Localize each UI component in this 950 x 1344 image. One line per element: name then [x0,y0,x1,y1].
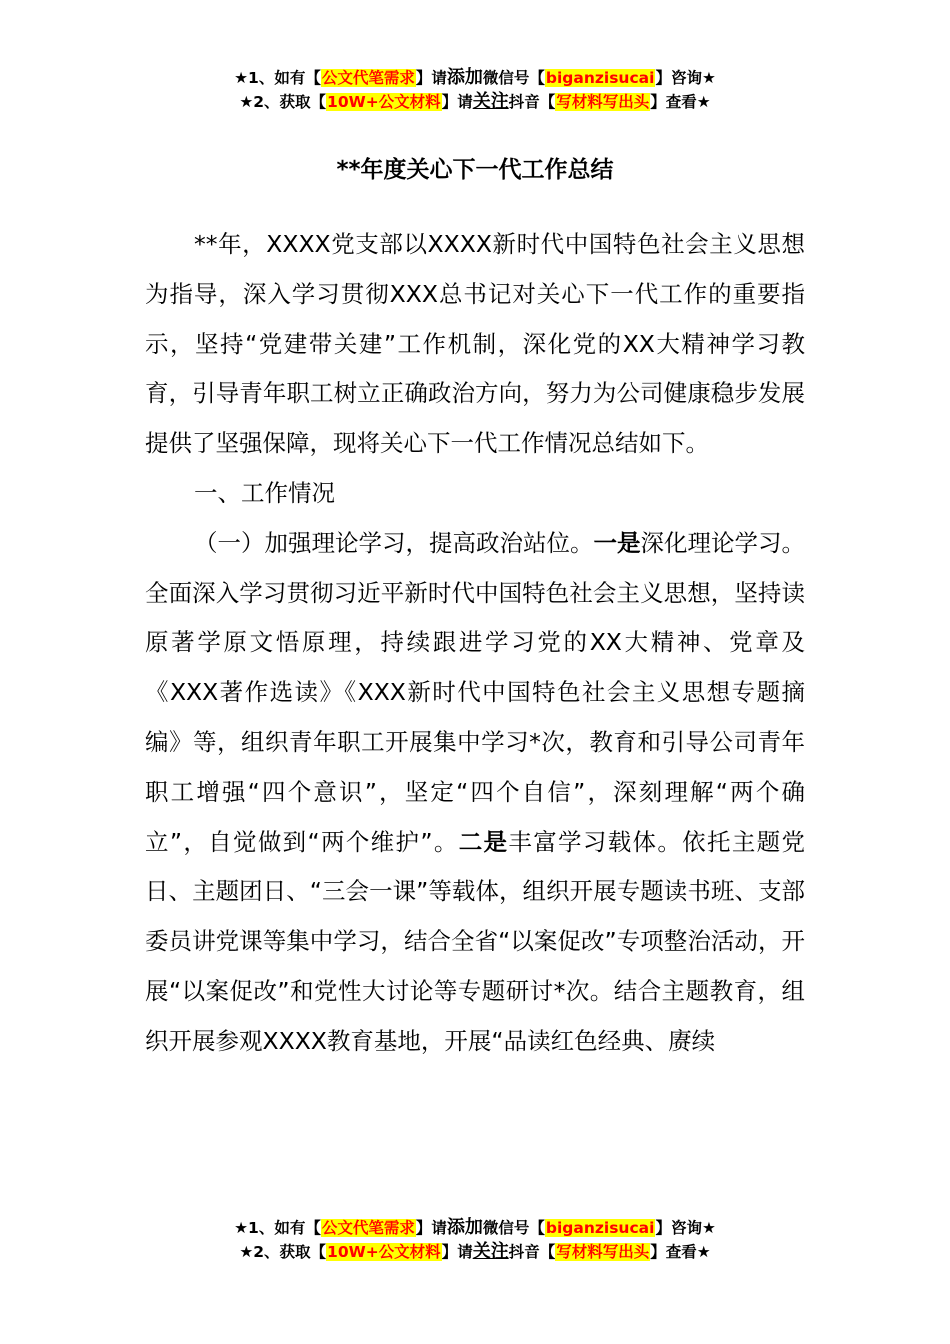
banner-line-2 [0,90,950,114]
banner-text: 】咨询★ [655,1219,716,1237]
intro-paragraph: **年，XXXX党支部以XXXX新时代中国特色社会主义思想为指导，深入学习贯彻XXX总书记对关心下一代工作的重要指示，坚持“党建带关建”工作机制，深化党的XX大精神学习教育，引导青年职工树立正确政治方向，努力为公司健康稳步发展提供了坚强保障，现将关心下一代工作情况总结如下。 [145,230,805,458]
banner-line-2 [0,1240,950,1264]
highlight-wechat-id: biganzisucai [545,69,655,87]
banner-text: 抖音【 [508,1243,556,1261]
banner-text: 】咨询★ [655,69,716,87]
banner-text: ★1、如有【 [234,69,321,87]
highlight-service: 公文代笔需求 [321,69,415,87]
banner-text: 微信号【 [482,69,545,87]
document-body [145,220,805,1067]
banner-text: 微信号【 [482,1219,545,1237]
banner-emphasis: 添加 [446,1217,483,1238]
highlight-wechat-id: biganzisucai [545,1219,655,1237]
highlight-service: 公文代笔需求 [321,1219,415,1237]
banner-line-1 [0,1216,950,1240]
point-label: 二是 [458,827,509,856]
highlight-materials: 10W+公文材料 [327,1243,441,1261]
section-heading: 一、工作情况 [194,478,335,507]
highlight-douyin-id: 写材料写出头 [556,1243,650,1261]
top-banner [0,66,950,114]
banner-emphasis: 关注 [472,1241,509,1262]
highlight-douyin-id: 写材料写出头 [556,93,650,111]
banner-text: ★2、获取【 [239,1243,327,1261]
banner-text: 】请 [415,1219,447,1237]
banner-emphasis: 添加 [446,67,483,88]
subsection-paragraph [145,519,805,1067]
banner-text: ★1、如有【 [234,1219,321,1237]
banner-line-1 [0,66,950,90]
bottom-banner [0,1216,950,1264]
banner-text: 】查看★ [650,93,711,111]
point-text: 深化理论学习。全面深入学习贯彻习近平新时代中国特色社会主义思想，坚持读原著学原文悟原理，持续跟进学习党的XX大精神、党章及《XXX著作选读》《XXX新时代中国特色社会主义思想专题摘编》等，组织青年职工开展集中学习*次，教育和引导公司青年职工增强“四个意识”，坚定“四个自信”，深刻理解“两个确立”，自觉做到“两个维护”。 [145,528,805,856]
banner-emphasis: 关注 [472,91,509,112]
point-text: 丰富学习载体。依托主题党日、主题团日、“三会一课”等载体，组织开展专题读书班、支部委员讲党课等集中学习，结合全省“以案促改”专项整治活动，开展“以案促改”和党性大讨论等专题研讨*次。结合主题教育，组织开展参观XXXX教育基地，开展“品读红色经典、赓续 [145,827,806,1055]
banner-text: 抖音【 [508,93,556,111]
banner-text: 】请 [415,69,447,87]
document-title: **年度关心下一代工作总结 [336,157,614,183]
banner-text: 】请 [441,1243,473,1261]
banner-text: ★2、获取【 [239,93,327,111]
highlight-materials: 10W+公文材料 [327,93,441,111]
banner-text: 】查看★ [650,1243,711,1261]
point-label: 一是 [593,528,641,557]
subsection-heading: （一）加强理论学习，提高政治站位。 [194,528,594,557]
banner-text: 】请 [441,93,473,111]
